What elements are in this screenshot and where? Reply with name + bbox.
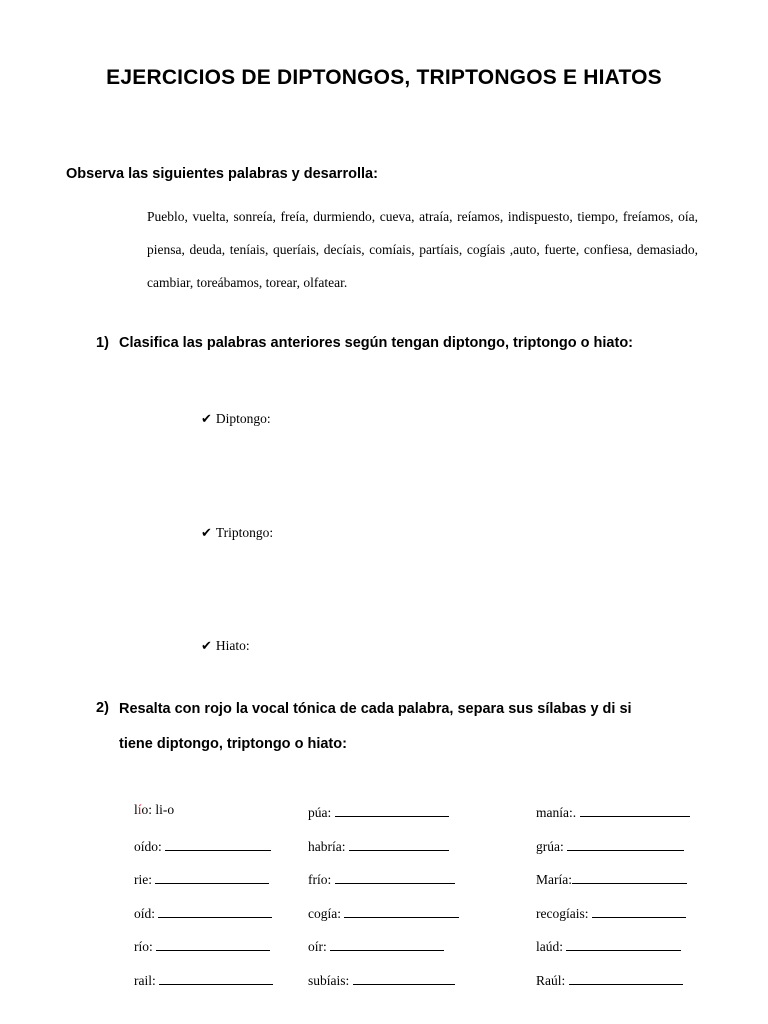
exercise-label: oíd:: [134, 906, 156, 921]
example-item: [134, 802, 174, 818]
answer-blank[interactable]: [159, 970, 273, 985]
exercise-item: [308, 903, 459, 922]
exercise-item: [134, 869, 269, 888]
exercise-label: oído:: [134, 839, 162, 854]
exercise-label: subíais:: [308, 973, 350, 988]
answer-blank[interactable]: [165, 836, 271, 851]
question-2-line-2: tiene diptongo, triptongo o hiato:: [119, 736, 347, 752]
category-hiato: [201, 638, 250, 654]
exercise-label: rie:: [134, 872, 152, 887]
tonic-vowel: í: [137, 802, 142, 817]
answer-blank[interactable]: [592, 903, 686, 918]
exercise-item: [536, 936, 681, 955]
exercise-label: habría:: [308, 839, 346, 854]
checkmark-icon: ✔: [201, 412, 212, 427]
exercise-label: púa:: [308, 805, 332, 820]
answer-blank[interactable]: [156, 936, 270, 951]
category-label: Hiato:: [215, 638, 250, 653]
exercise-label: Raúl:: [536, 973, 566, 988]
answer-blank[interactable]: [580, 802, 690, 817]
answer-blank[interactable]: [353, 970, 455, 985]
answer-blank[interactable]: [349, 836, 449, 851]
question-1: [96, 335, 716, 359]
exercise-label: manía:.: [536, 805, 577, 820]
exercise-label: grúa:: [536, 839, 564, 854]
question-2-number: 2): [96, 700, 109, 716]
checkmark-icon: ✔: [201, 639, 212, 654]
exercise-item: [134, 970, 273, 989]
word-list: Pueblo, vuelta, sonreía, freía, durmiendo, cueva, atraía, reíamos, indispuesto, tiempo, freíamos, oía, piensa, deuda, teníais, queríais, decíais, comíais, partíais, cogíais ,auto, fuerte, confiesa, demasiado, cambiar, toreábamos, torear, olfatear.: [147, 209, 698, 290]
exercise-item: [536, 836, 684, 855]
answer-blank[interactable]: [566, 936, 681, 951]
answer-blank[interactable]: [572, 869, 687, 884]
example-text: l: [134, 802, 138, 817]
answer-blank[interactable]: [335, 869, 455, 884]
exercise-label: María:: [536, 872, 572, 887]
exercise-label: río:: [134, 939, 153, 954]
answer-blank[interactable]: [158, 903, 272, 918]
exercise-label: oír:: [308, 939, 327, 954]
exercise-item: [536, 970, 683, 989]
question-1-number: 1): [96, 335, 109, 351]
answer-blank[interactable]: [335, 802, 449, 817]
checkmark-icon: ✔: [201, 526, 212, 541]
category-triptongo: [201, 525, 273, 541]
question-2: [96, 700, 716, 760]
example-text: o: [141, 802, 149, 817]
answer-blank[interactable]: [569, 970, 683, 985]
exercise-label: frío:: [308, 872, 332, 887]
example-answer: : li-o: [148, 802, 175, 817]
category-label: Diptongo:: [215, 411, 271, 426]
answer-blank[interactable]: [330, 936, 444, 951]
exercise-item: [134, 836, 271, 855]
answer-blank[interactable]: [344, 903, 459, 918]
exercise-label: cogía:: [308, 906, 341, 921]
exercise-item: [308, 936, 444, 955]
category-diptongo: [201, 411, 271, 427]
exercise-item: [308, 802, 449, 821]
instruction-heading: Observa las siguientes palabras y desarrolla:: [66, 166, 378, 182]
exercise-item: [308, 836, 449, 855]
exercise-label: recogíais:: [536, 906, 589, 921]
question-1-text: Clasifica las palabras anteriores según tengan diptongo, triptongo o hiato:: [119, 335, 634, 351]
page-title: EJERCICIOS DE DIPTONGOS, TRIPTONGOS E HIATOS: [106, 66, 662, 89]
answer-blank[interactable]: [155, 869, 269, 884]
question-2-line-1: Resalta con rojo la vocal tónica de cada palabra, separa sus sílabas y di si: [119, 701, 632, 717]
exercise-item: [536, 869, 687, 888]
exercise-item: [308, 970, 455, 989]
exercise-label: laúd:: [536, 939, 563, 954]
answer-blank[interactable]: [567, 836, 684, 851]
exercise-item: [134, 936, 270, 955]
category-label: Triptongo:: [215, 525, 274, 540]
exercise-item: [308, 869, 455, 888]
exercise-item: [536, 802, 690, 821]
exercise-item: [134, 903, 272, 922]
exercise-label: rail:: [134, 973, 156, 988]
exercise-item: [536, 903, 686, 922]
